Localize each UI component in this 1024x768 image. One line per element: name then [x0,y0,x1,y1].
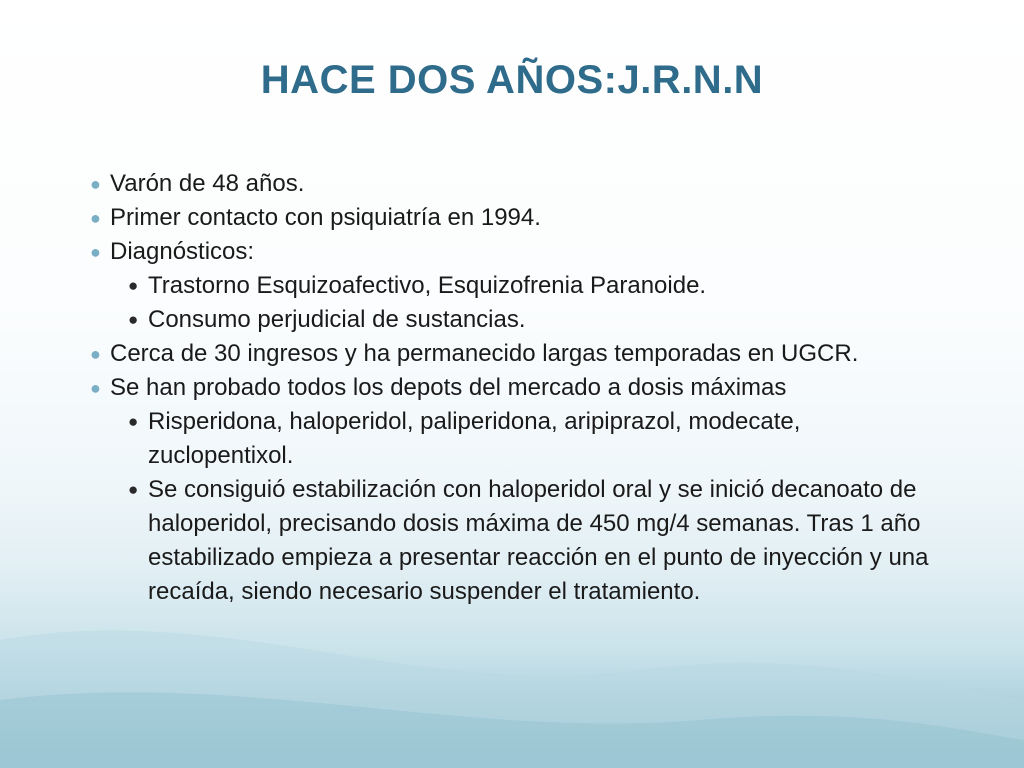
bullet-text: Risperidona, haloperidol, paliperidona, aripiprazol, modecate, zuclopentixol. [148,408,801,469]
sub-bullet-item-drug-list [128,405,948,473]
bullet-text: Consumo perjudicial de sustancias. [148,306,526,333]
bullet-list [88,167,948,609]
bullet-icon: ● [90,242,101,262]
sub-bullet-item-diagnosis-1 [128,269,948,303]
sub-bullet-item-diagnosis-2 [128,303,948,337]
bullet-text: Se han probado todos los depots del mercado a dosis máximas [110,374,787,401]
bullet-icon: ● [90,378,101,398]
sub-bullet-icon: ● [128,480,139,499]
bullet-text: Diagnósticos: [110,238,255,265]
bullet-icon: ● [90,344,101,364]
sub-bullet-icon: ● [128,276,139,295]
bullet-icon: ● [90,208,101,228]
bullet-item-depots [88,371,948,405]
bullet-item-diagnoses [88,235,948,269]
bullet-text: Primer contacto con psiquiatría en 1994. [110,204,541,231]
bullet-item-first-contact [88,201,948,235]
slide-title: HACE DOS AÑOS:J.R.N.N [260,58,764,102]
sub-bullet-icon: ● [128,310,139,329]
sub-bullet-icon: ● [128,412,139,431]
bullet-item-admissions [88,337,948,371]
bullet-item-age [88,167,948,201]
bullet-text: Cerca de 30 ingresos y ha permanecido largas temporadas en UGCR. [110,340,859,367]
bullet-text: Varón de 48 años. [110,170,305,197]
sub-bullet-item-haloperidol [128,473,948,609]
bullet-icon: ● [90,174,101,194]
bullet-text: Trastorno Esquizoafectivo, Esquizofrenia Paranoide. [148,272,707,299]
bullet-text: Se consiguió estabilización con haloperidol oral y se inició decanoato de haloperidol, precisando dosis máxima de 450 mg/4 semanas. Tras 1 año estabilizado empieza a presentar reacción en el punto de inyección y una recaída, siendo necesario suspender el tratamiento. [148,476,929,605]
